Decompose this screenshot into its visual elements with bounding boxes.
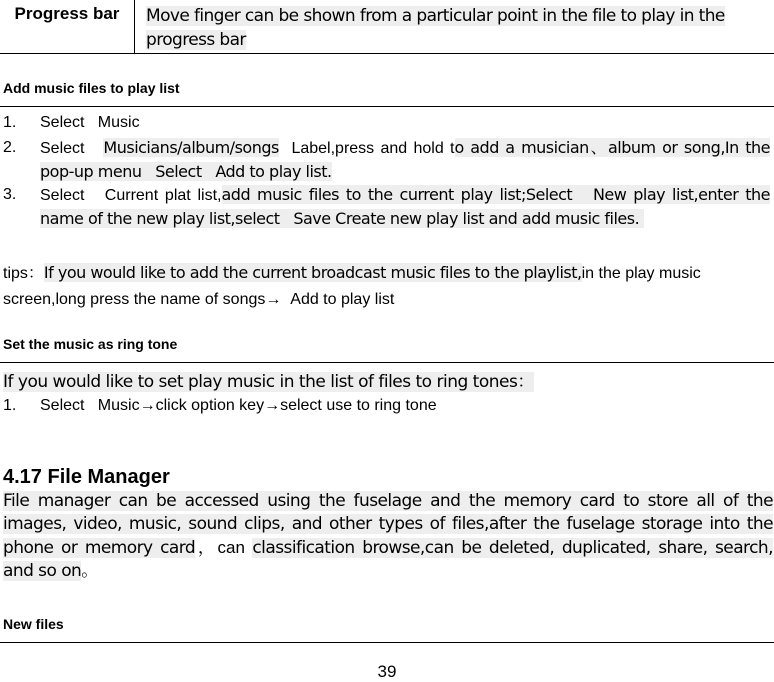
tip-label: tips： (3, 265, 44, 282)
table-description: Move finger can be shown from a particular point in the file to play in the progress bar (146, 6, 725, 50)
section-rule (0, 362, 774, 363)
tip-paragraph (3, 260, 771, 313)
add-music-heading: Add music files to play list (3, 80, 180, 96)
table-label-cell: Progress bar (14, 4, 120, 23)
ring-tone-heading: Set the music as ring tone (3, 336, 178, 352)
list-number: 1. (3, 114, 17, 131)
feature-table (0, 0, 774, 54)
list-number: 3. (3, 186, 17, 203)
section-title: 4.17 File Manager (3, 466, 170, 488)
list-item (0, 183, 772, 253)
tip-highlight: If you would like to add the current broadcast music files to the playlist, (43, 263, 582, 282)
section-rule (0, 106, 774, 107)
page-number: 39 (377, 662, 397, 681)
table-divider (134, 0, 135, 53)
list-number: 2. (3, 139, 17, 156)
list-text: Select Current plat list,add music files to the current play list;Select New play list,enter the name of the new play list,select Save Create new play list and add music files. (40, 185, 771, 228)
list-text: Select Music (40, 114, 140, 131)
new-files-heading: New files (3, 616, 64, 632)
table-description-cell (146, 4, 768, 52)
section-rule (0, 642, 774, 643)
file-manager-paragraph: File manager can be accessed using the fuselage and the memory card to store all of the images, video, music, sound clips, and other types of files,after the fuselage storage into the phone or memory card，can classification browse,can be deleted, duplicated, share, search, and so on。 (3, 491, 773, 581)
tip-rest: in the play music screen,long press the name of songs→ Add to play list (3, 265, 701, 308)
ring-tone-intro: If you would like to set play music in the list of files to ring tones： (3, 372, 534, 392)
list-item (0, 136, 772, 182)
list-number: 1. (3, 397, 17, 414)
list-text: Select Musicians/album/songs Label,press and hold to add a musician、album or song,In the pop-up menu Select Add to play list. (40, 138, 770, 181)
list-text: Select Music→click option key→select use to ring tone (40, 397, 437, 414)
